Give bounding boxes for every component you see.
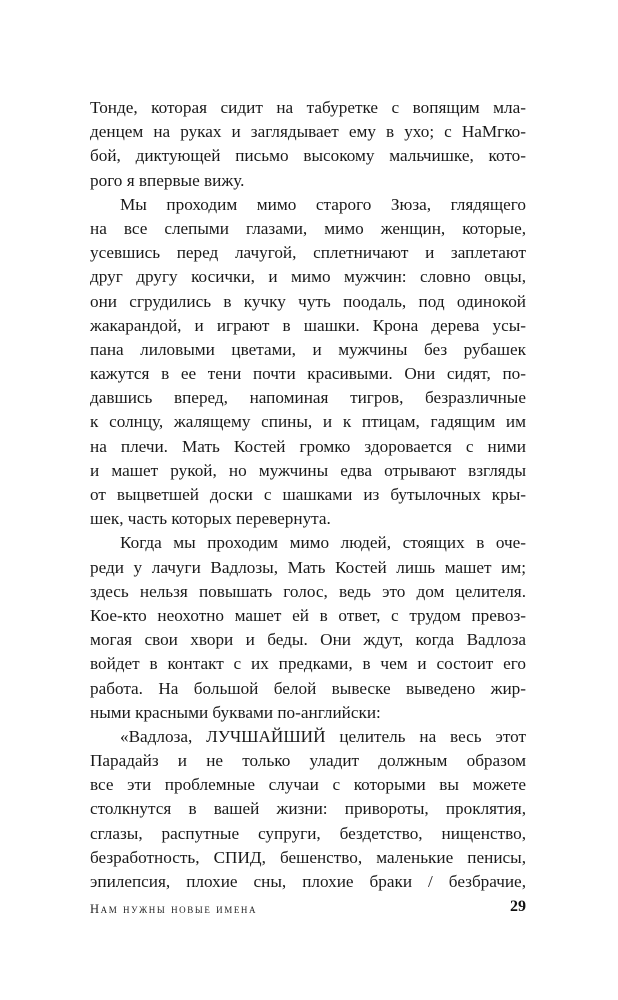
text-line: жакарандой, и играют в шашки. Крона дерева усы-: [90, 315, 526, 335]
text-line: сглазы, распутные супруги, бездетство, нищенство,: [90, 823, 526, 843]
text-line: ными красными буквами по-английски:: [90, 702, 381, 722]
paragraph: [90, 725, 526, 894]
text-line: друг другу косички, и мимо мужчин: словно овцы,: [90, 267, 526, 287]
text-line: здесь нельзя повышать голос, ведь это дом целителя.: [90, 581, 526, 601]
text-line: войдет в контакт с их предками, в чем и состоит его: [90, 654, 526, 674]
text-line: бой, диктующей письмо высокому мальчишке, кото-: [90, 146, 526, 166]
paragraph: [90, 193, 526, 532]
text-line: и машет рукой, но мужчины едва отрывают взгляды: [90, 460, 526, 480]
text-line: пана лиловыми цветами, и мужчины без рубашек: [90, 339, 526, 359]
text-line: шек, часть которых перевернута.: [90, 509, 331, 529]
text-line: давшись вперед, напоминая тигров, безразличные: [90, 388, 526, 408]
text-line: «Вадлоза, ЛУЧШАЙШИЙ целитель на весь этот: [120, 726, 526, 746]
text-line: к солнцу, жалящему спины, и к птицам, гадящим им: [90, 412, 526, 432]
text-line: Мы проходим мимо старого Зюза, глядящего: [120, 194, 526, 214]
body-text: [90, 96, 526, 894]
paragraph: [90, 96, 526, 193]
text-line: кажутся в ее тени почти красивыми. Они сидят, по-: [90, 364, 526, 384]
text-line: они сгрудились в кучку чуть поодаль, под одинокой: [90, 291, 526, 311]
text-line: усевшись перед лачугой, сплетничают и заплетают: [90, 243, 526, 263]
text-line: работа. На большой белой вывеске выведено жир-: [90, 678, 526, 698]
text-line: рого я впервые вижу.: [90, 170, 245, 190]
text-line: на плечи. Мать Костей громко здоровается с ними: [90, 436, 526, 456]
paragraph: [90, 531, 526, 725]
running-footer-title: Нам нужны новые имена: [90, 902, 258, 916]
text-line: денцем на руках и заглядывает ему в ухо; с НаМгко-: [90, 122, 526, 142]
text-line: эпилепсия, плохие сны, плохие браки / безбрачие,: [90, 872, 526, 891]
text-line: на все слепыми глазами, мимо женщин, которые,: [90, 218, 526, 238]
text-line: столкнутся в вашей жизни: привороты, проклятия,: [90, 799, 526, 819]
text-line: Когда мы проходим мимо людей, стоящих в оче-: [120, 533, 526, 553]
text-line: Тонде, которая сидит на табуретке с вопящим мла-: [90, 98, 526, 117]
text-line: безработность, СПИД, бешенство, маленькие пенисы,: [90, 847, 526, 867]
text-line: могая свои хвори и беды. Они ждут, когда Вадлоза: [90, 630, 526, 650]
text-line: реди у лачуги Вадлозы, Мать Костей лишь машет им;: [90, 557, 526, 577]
text-line: Парадайз и не только уладит должным образом: [90, 751, 526, 771]
page-number: 29: [510, 898, 526, 915]
text-line: от выцветшей доски с шашками из бутылочных кры-: [90, 485, 526, 504]
text-line: все эти проблемные случаи с которыми вы можете: [90, 775, 526, 795]
text-line: Кое-кто неохотно машет ей в ответ, с трудом превоз-: [90, 605, 526, 625]
